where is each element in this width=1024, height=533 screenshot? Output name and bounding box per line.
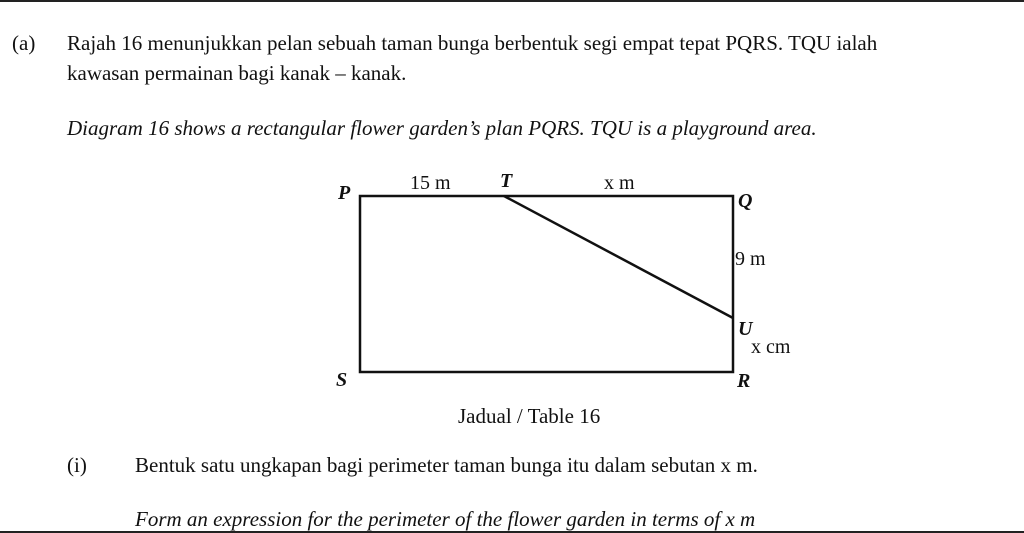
garden-rectangle-pqrs (360, 196, 733, 372)
measure-pt-label: 15 m (410, 172, 451, 194)
vertex-u-label: U (738, 318, 753, 340)
question-malay-line2: kawasan permainan bagi kanak – kanak. (67, 61, 407, 85)
question-malay-line1: Rajah 16 menunjukkan pelan sebuah taman bunga berbentuk segi empat tepat PQRS. TQU ialah (67, 31, 878, 55)
subquestion-english: Form an expression for the perimeter of the flower garden in terms of x m (135, 507, 756, 531)
vertex-p-label: P (338, 182, 351, 204)
vertex-q-label: Q (738, 190, 753, 212)
subquestion-malay: Bentuk satu ungkapan bagi perimeter taman bunga itu dalam sebutan x m. (135, 453, 758, 477)
measure-qu-label: 9 m (735, 248, 766, 270)
measure-tq-label: x m (604, 172, 635, 194)
vertex-s-label: S (336, 369, 348, 391)
question-english-line: Diagram 16 shows a rectangular flower garden’s plan PQRS. TQU is a playground area. (67, 116, 817, 140)
part-marker: (a) (12, 31, 36, 55)
vertex-t-label: T (500, 170, 513, 192)
measure-ur-label: x cm (751, 336, 791, 358)
diagram-caption: Jadual / Table 16 (458, 404, 601, 428)
subquestion-marker: (i) (67, 453, 87, 477)
vertex-r-label: R (737, 370, 751, 392)
playground-line-tu (504, 196, 733, 318)
